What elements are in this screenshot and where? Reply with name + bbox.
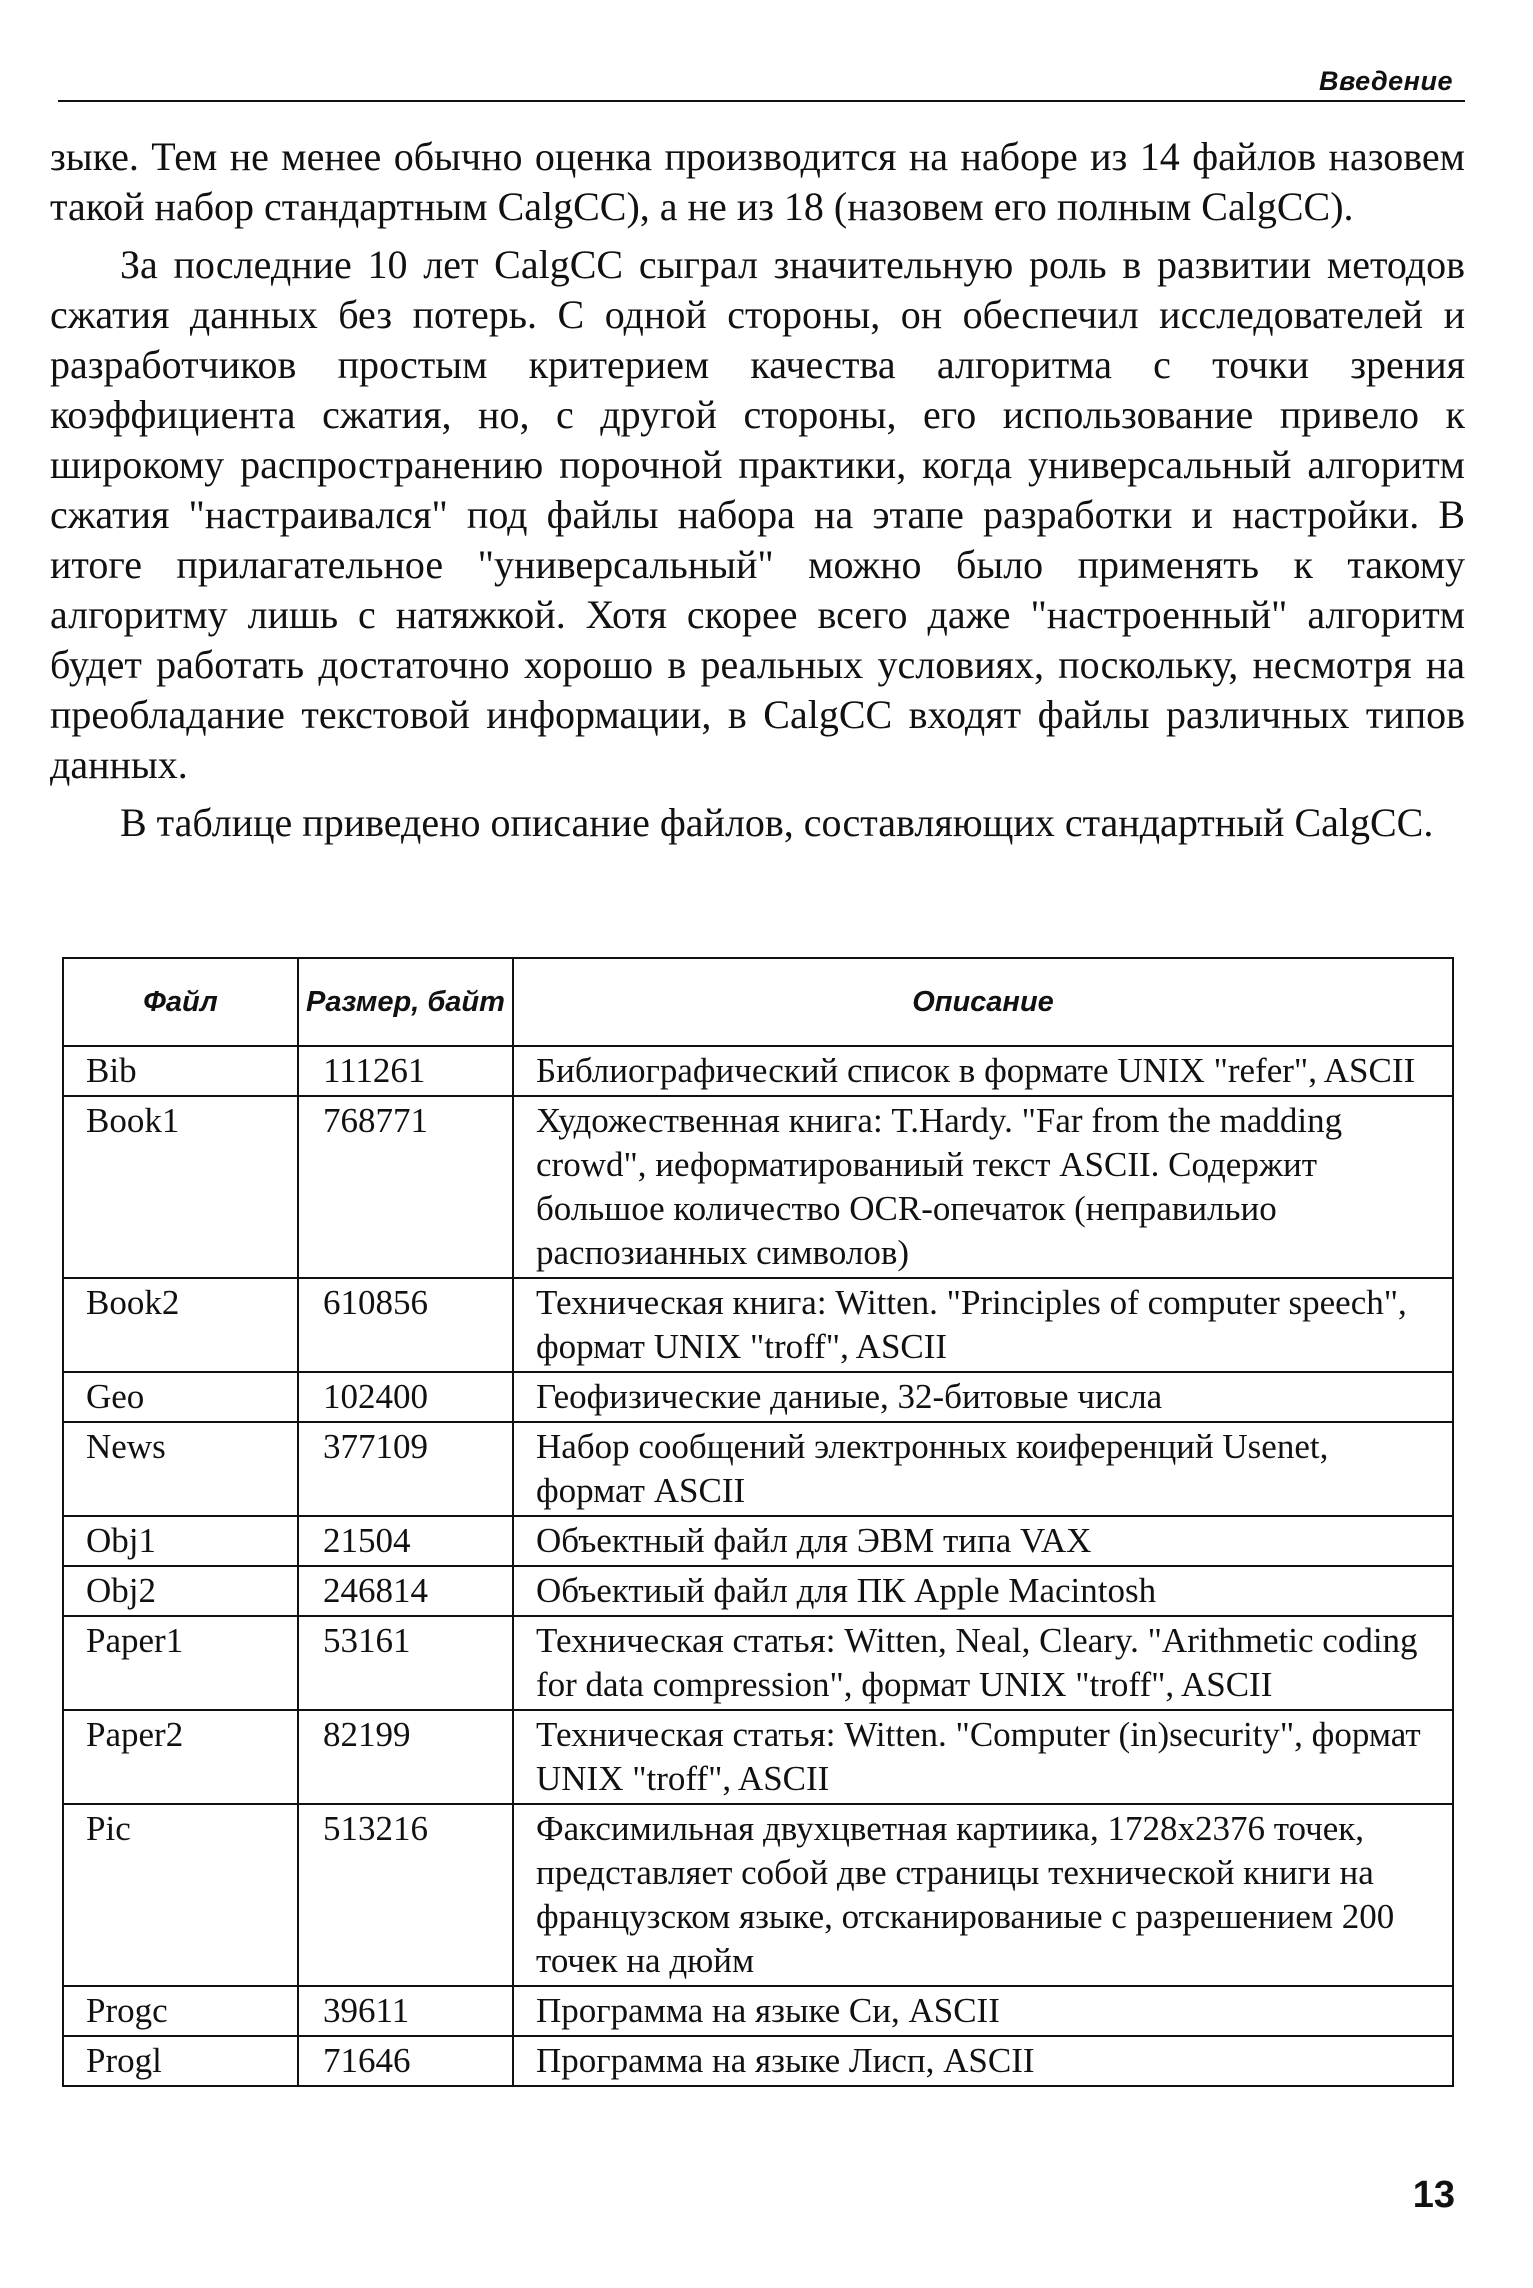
cell-size: 21504 xyxy=(298,1516,513,1566)
table-row xyxy=(63,2036,1453,2086)
table-row xyxy=(63,1566,1453,1616)
cell-description: Техническая книга: Witten. "Principles of computer speech", формат UNIX "troff", ASCII xyxy=(513,1278,1453,1372)
cell-file: Bib xyxy=(63,1046,298,1096)
table-row xyxy=(63,1278,1453,1372)
cell-description: Объектный файл для ЭВМ типа VAX xyxy=(513,1516,1453,1566)
cell-size: 513216 xyxy=(298,1804,513,1986)
cell-description: Геофизические даниые, 32-битовые числа xyxy=(513,1372,1453,1422)
cell-description: Набор сообщений электронных коиференций Usenet, формат ASCII xyxy=(513,1422,1453,1516)
paragraph-2: За последние 10 лет CalgCC сыграл значительную роль в развитии методов сжатия данных без потерь. С одной стороны, он обеспечил исследователей и разработчиков простым критерием качества алгоритма с точки зрения коэффициента сжатия, но, с другой стороны, его использование привело к широкому распространению порочной практики, когда универсальный алгоритм сжатия "настраивался" под файлы набора на этапе разработки и настройки. В итоге прилагательное "универсальный" можно было применять к такому алгоритму лишь с натяжкой. Хотя скорее всего даже "настроенный" алгоритм будет работать достаточно хорошо в реальных условиях, поскольку, несмотря на преобладание текстовой информации, в CalgCC входят файлы различных типов данных. xyxy=(50,242,1465,787)
cell-size: 111261 xyxy=(298,1046,513,1096)
cell-file: Paper1 xyxy=(63,1616,298,1710)
cell-description: Техническая статья: Witten, Neal, Cleary. "Arithmetic coding for data compression", формат UNIX "troff", ASCII xyxy=(513,1616,1453,1710)
cell-file: Progl xyxy=(63,2036,298,2086)
cell-file: Obj1 xyxy=(63,1516,298,1566)
cell-description: Факсимильная двухцветная картиика, 1728x2376 точек, представляет собой две страницы технической книги на французском языке, отсканированиые с разрешением 200 точек на дюйм xyxy=(513,1804,1453,1986)
header-file: Файл xyxy=(63,958,298,1046)
cell-description: Художественная книга: T.Hardy. "Far from the madding crowd", иеформатированиый текст ASCII. Содержит большое количество OCR-опечаток (неправильио распозианных символов) xyxy=(513,1096,1453,1278)
cell-file: News xyxy=(63,1422,298,1516)
header-size: Размер, байт xyxy=(298,958,513,1046)
header-rule xyxy=(58,100,1465,102)
table-row xyxy=(63,1516,1453,1566)
cell-size: 610856 xyxy=(298,1278,513,1372)
cell-file: Book2 xyxy=(63,1278,298,1372)
table-row xyxy=(63,1804,1453,1986)
table-row xyxy=(63,1096,1453,1278)
cell-file: Paper2 xyxy=(63,1710,298,1804)
page-number: 13 xyxy=(1412,2174,1455,2216)
cell-size: 246814 xyxy=(298,1566,513,1616)
cell-size: 53161 xyxy=(298,1616,513,1710)
cell-description: Библиографический список в формате UNIX "refer", ASCII xyxy=(513,1046,1453,1096)
cell-description: Объектиый файл для ПК Apple Macintosh xyxy=(513,1566,1453,1616)
table-row xyxy=(63,1422,1453,1516)
table-row xyxy=(63,1046,1453,1096)
cell-size: 768771 xyxy=(298,1096,513,1278)
cell-file: Geo xyxy=(63,1372,298,1422)
table-row xyxy=(63,1372,1453,1422)
cell-file: Pic xyxy=(63,1804,298,1986)
cell-description: Техническая статья: Witten. "Computer (in)security", формат UNIX "troff", ASCII xyxy=(513,1710,1453,1804)
cell-size: 82199 xyxy=(298,1710,513,1804)
body-text xyxy=(50,132,1465,856)
table-row xyxy=(63,1986,1453,2036)
calgcc-files-table xyxy=(62,957,1454,2087)
paragraph-3: В таблице приведено описание файлов, составляющих стандартный CalgCC. xyxy=(120,800,1434,845)
table-row xyxy=(63,1616,1453,1710)
cell-file: Progc xyxy=(63,1986,298,2036)
cell-description: Программа на языке Лисп, ASCII xyxy=(513,2036,1453,2086)
cell-size: 102400 xyxy=(298,1372,513,1422)
cell-size: 377109 xyxy=(298,1422,513,1516)
cell-file: Obj2 xyxy=(63,1566,298,1616)
header-description: Описание xyxy=(513,958,1453,1046)
table-row xyxy=(63,1710,1453,1804)
table-header-row xyxy=(63,958,1453,1046)
cell-size: 71646 xyxy=(298,2036,513,2086)
cell-file: Book1 xyxy=(63,1096,298,1278)
paragraph-1: зыке. Тем не менее обычно оценка производится на наборе из 14 файлов назовем такой набор стандартным CalgCC), а не из 18 (назовем его полным CalgCC). xyxy=(50,134,1465,229)
cell-size: 39611 xyxy=(298,1986,513,2036)
running-header-title: Введение xyxy=(1318,66,1453,96)
cell-description: Программа на языке Си, ASCII xyxy=(513,1986,1453,2036)
